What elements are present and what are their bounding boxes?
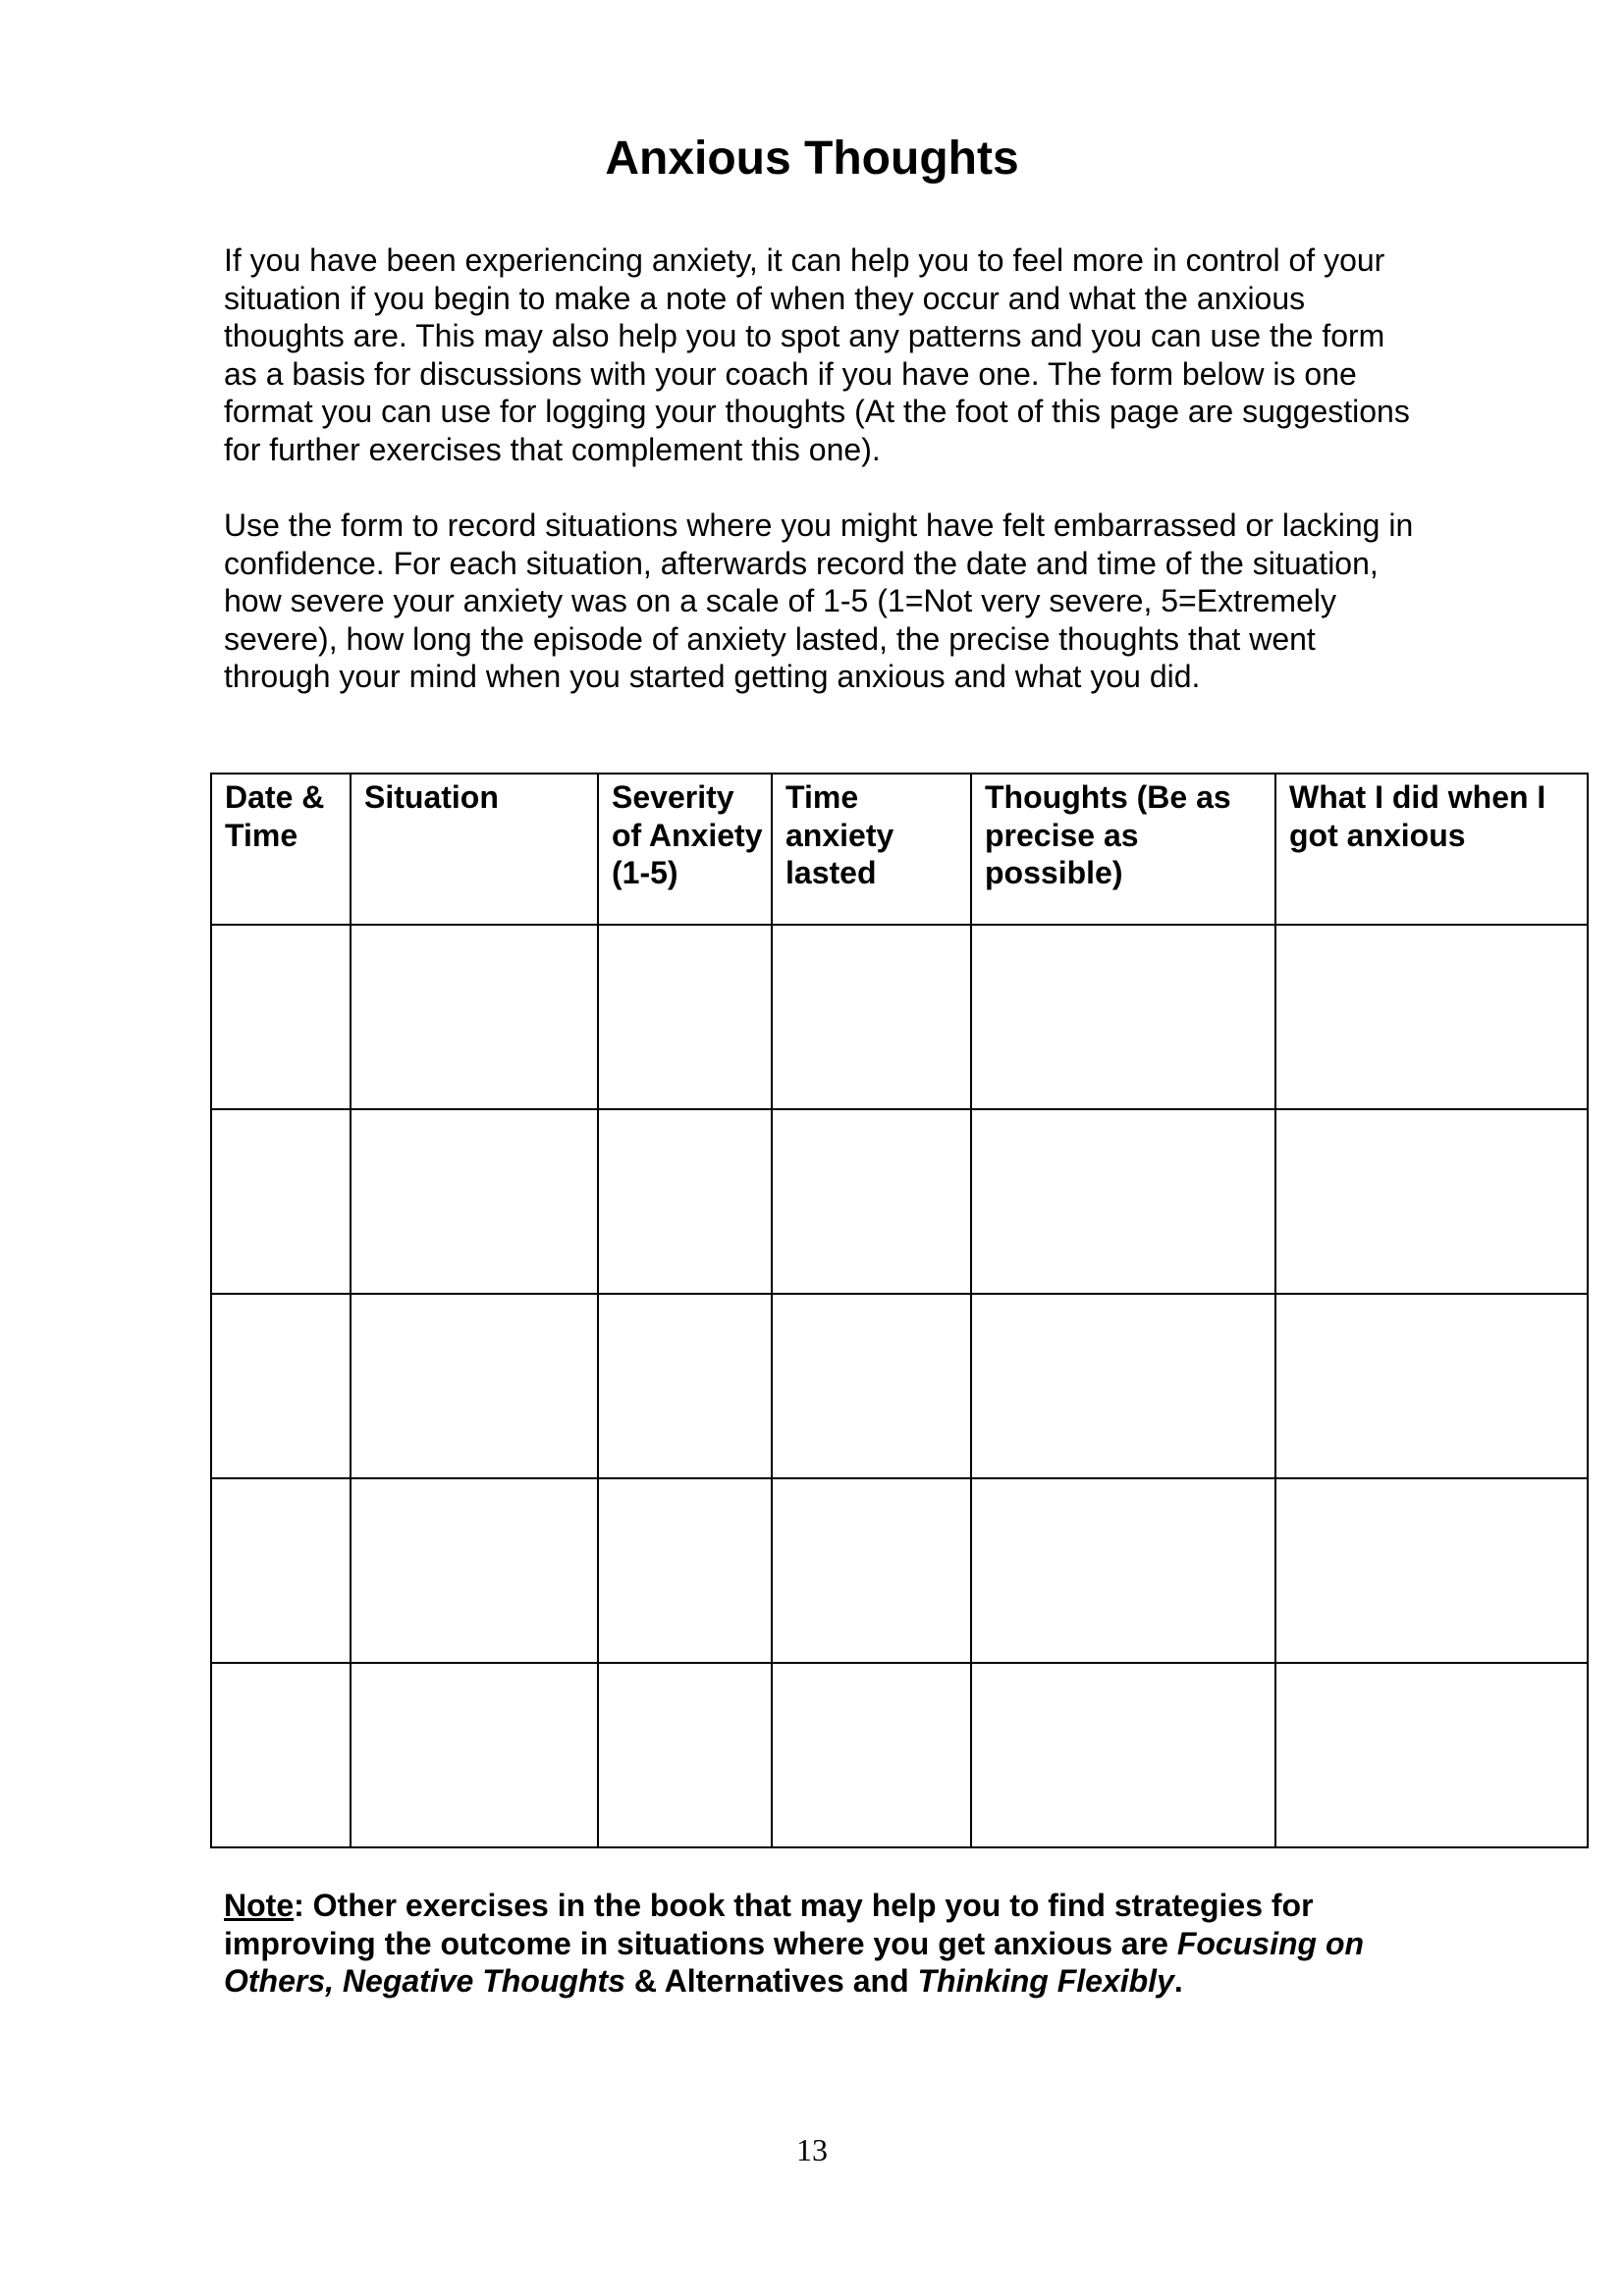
table-cell[interactable]: [1275, 1478, 1588, 1663]
anxiety-log-table: [210, 773, 1589, 1848]
table-cell[interactable]: [971, 1109, 1275, 1294]
table-cell[interactable]: [971, 1294, 1275, 1478]
table-cell[interactable]: [351, 1294, 598, 1478]
table-cell[interactable]: [211, 1663, 351, 1847]
table-cell[interactable]: [598, 1294, 772, 1478]
table-cell[interactable]: [351, 925, 598, 1109]
table-cell[interactable]: [971, 1663, 1275, 1847]
table-cell[interactable]: [1275, 925, 1588, 1109]
table-row: [211, 1663, 1588, 1847]
table-cell[interactable]: [351, 1109, 598, 1294]
header-date-time: Date & Time: [211, 774, 351, 925]
table-cell[interactable]: [772, 1663, 971, 1847]
note-label: Note: [224, 1888, 295, 1923]
table-cell[interactable]: [772, 1294, 971, 1478]
table-cell[interactable]: [971, 1478, 1275, 1663]
intro-paragraph: If you have been experiencing anxiety, it can help you to feel more in control of your situation if you begin to make a note of when they occur and what the anxious thoughts are. This may also help you to spot any patterns and you can use the form as a basis for discussions with your coach if you have one. The form below is one format you can use for logging your thoughts (At the foot of this page are suggestions for further exercises that complement this one).: [224, 242, 1410, 467]
note-text-continued: & Alternatives and: [624, 1963, 918, 1999]
table-cell[interactable]: [211, 1478, 351, 1663]
header-time-lasted: Time anxiety lasted: [772, 774, 971, 925]
table-cell[interactable]: [211, 1294, 351, 1478]
table-cell[interactable]: [351, 1478, 598, 1663]
table-cell[interactable]: [598, 1663, 772, 1847]
table-cell[interactable]: [971, 925, 1275, 1109]
table-cell[interactable]: [772, 1109, 971, 1294]
table-row: [211, 925, 1588, 1109]
note-exercise-title: Thinking Flexibly: [917, 1963, 1174, 1999]
page-title: Anxious Thoughts: [605, 133, 1019, 185]
header-severity: Severity of Anxiety (1-5): [598, 774, 772, 925]
table-row: [211, 1294, 1588, 1478]
header-thoughts: Thoughts (Be as precise as possible): [971, 774, 1275, 925]
page-number: 13: [796, 2132, 828, 2167]
table-cell[interactable]: [598, 925, 772, 1109]
table-row: [211, 1478, 1588, 1663]
instructions-paragraph: Use the form to record situations where you might have felt embarrassed or lacking in confidence. For each situation, afterwards record the date and time of the situation, how severe your anxiety was on a scale of 1-5 (1=Not very severe, 5=Extremely severe), how long the episode of anxiety lasted, the precise thoughts that went through your mind when you started getting anxious and what you did.: [224, 507, 1414, 694]
table-cell[interactable]: [598, 1109, 772, 1294]
note-paragraph: [224, 1887, 1441, 2001]
table-cell[interactable]: [211, 925, 351, 1109]
table-cell[interactable]: [598, 1478, 772, 1663]
table-cell[interactable]: [772, 925, 971, 1109]
note-text: Other exercises in the book that may help you to find strategies for improving the outcome in situations where you get anxious are: [224, 1888, 1314, 1961]
table-cell[interactable]: [211, 1109, 351, 1294]
table-cell[interactable]: [1275, 1294, 1588, 1478]
table-cell[interactable]: [1275, 1663, 1588, 1847]
table-header-row: [211, 774, 1588, 925]
note-colon: :: [294, 1888, 304, 1923]
table-cell[interactable]: [1275, 1109, 1588, 1294]
table-cell[interactable]: [772, 1478, 971, 1663]
header-what-i-did: What I did when I got anxious: [1275, 774, 1588, 925]
header-situation: Situation: [351, 774, 598, 925]
table-cell[interactable]: [351, 1663, 598, 1847]
note-exercise-titles: Focusing on Others, Negative Thoughts: [224, 1925, 1365, 1999]
table-row: [211, 1109, 1588, 1294]
note-end: .: [1173, 1963, 1183, 1999]
